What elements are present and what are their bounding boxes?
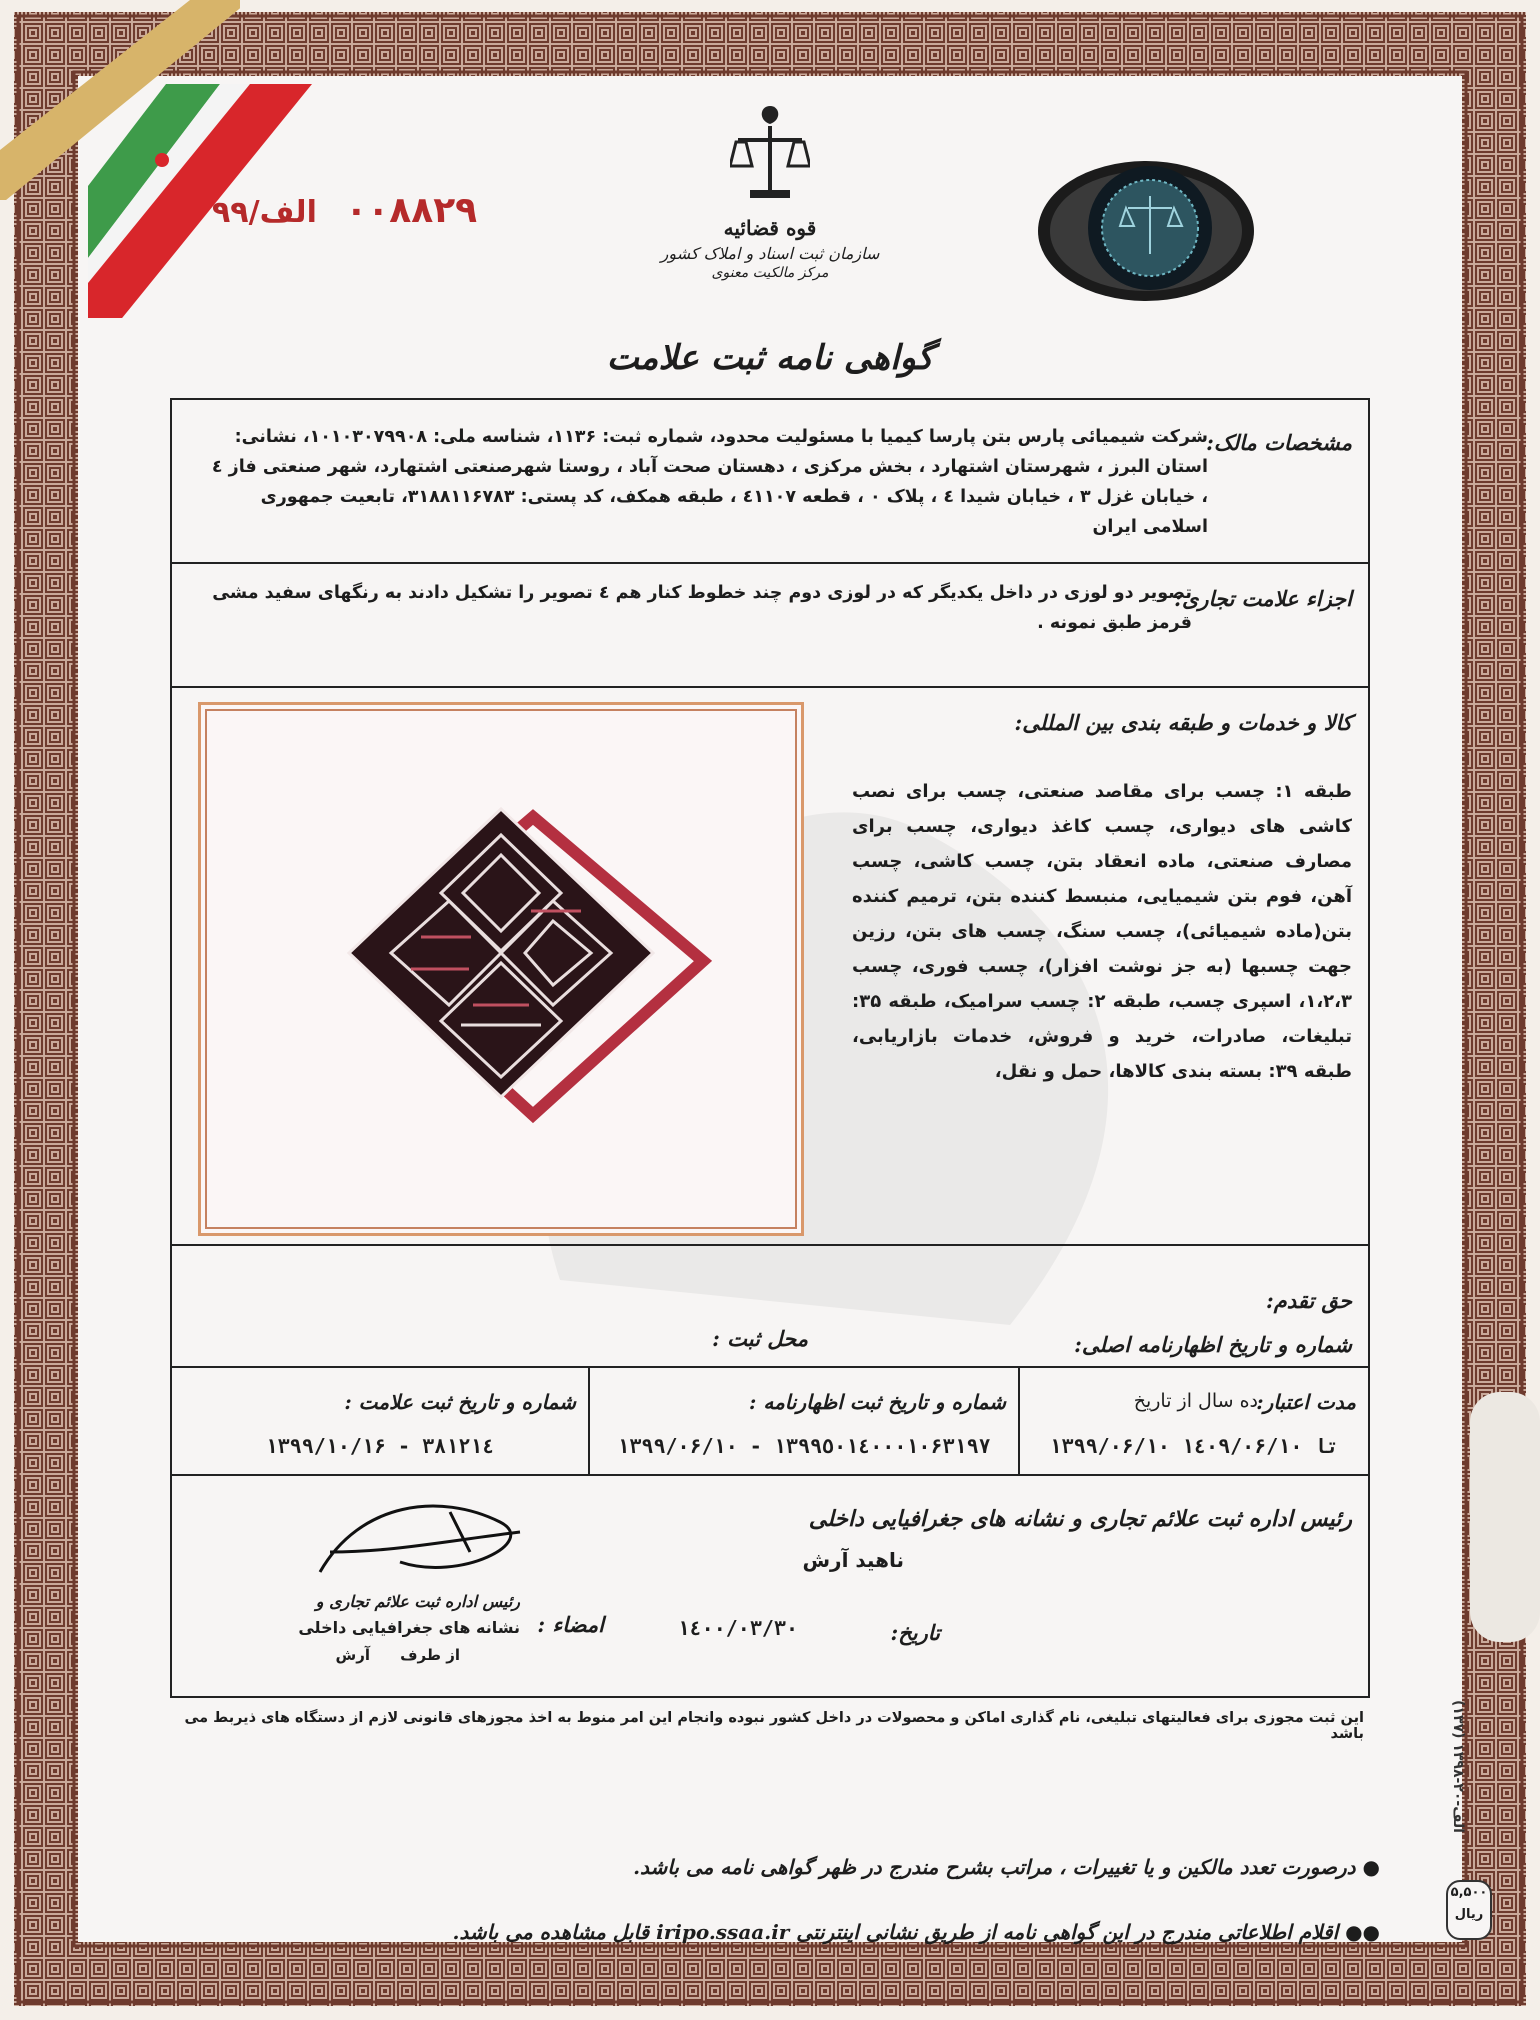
goods-section	[170, 686, 1370, 1246]
judiciary-emblem	[660, 98, 880, 281]
stamp-line-1: رئیس اداره ثبت علائم تجاری و	[315, 1592, 520, 1611]
declaration-value: ۱۳۹۹/۰۶/۱۰ - ۱۳۹۹٥۰۱٤۰۰۰۱۰۶۳۱۹۷	[617, 1434, 991, 1458]
place-of-registration-label: محل ثبت :	[712, 1326, 808, 1351]
registration-numbers-section	[170, 1366, 1370, 1476]
validity-label: مدت اعتبار:	[1256, 1390, 1356, 1414]
owner-value: شرکت شیمیائی پارس بتن پارسا کیمیا با مسئولیت محدود، شماره ثبت: ۱۱۳۶، شناسه ملی: ۱۰۱۰۳۰۷۹۹۰۸، نشانی: استان البرز ، شهرستان اشتهارد ، بخش مرکزی ، دهستان صحت آباد ، روستا شهرصنعتی اشتهارد، شهر صنعتی فاز ٤ ، خیابان غزل ۳ ، خیابان شیدا ٤ ، پلاک ۰ ، قطعه ٤۱۱۰۷ ، طبقه همکف، کد پستی: ۳۱۸۸۱۱۶۷۸۳، تابعیت جمهوری اسلامی ایران	[211, 427, 1208, 537]
price-unit: ریال	[1454, 1907, 1484, 1922]
date-label: تاریخ:	[890, 1620, 940, 1645]
emblem-line-1: قوه قضائیه	[723, 216, 817, 240]
priority-label: حق تقدم:	[1265, 1288, 1352, 1313]
registration-label: شماره و تاریخ ثبت علامت :	[344, 1390, 576, 1414]
validity-cell	[1018, 1368, 1368, 1476]
handwritten-signature	[300, 1492, 560, 1592]
registration-cell	[172, 1368, 588, 1476]
stamp-line-2: نشانه های جغرافیایی داخلی	[298, 1618, 520, 1637]
gold-ribbon	[0, 0, 240, 200]
emblem-line-2: سازمان ثبت اسناد و املاک کشور	[660, 244, 880, 263]
signature-label: امضاء :	[537, 1612, 604, 1637]
hologram-seal	[1036, 146, 1256, 316]
signature-stamp	[190, 1492, 520, 1692]
side-tab	[1470, 1392, 1540, 1642]
signatory-name: ناهید آرش	[802, 1548, 904, 1572]
scales-of-justice-icon	[730, 98, 810, 208]
document-title: گواهی نامه ثبت علامت	[606, 338, 934, 378]
declaration-label: شماره و تاریخ ثبت اظهارنامه :	[749, 1390, 1006, 1414]
emblem-line-3: مرکز مالکیت معنوی	[711, 265, 829, 281]
note-owners: ● درصورت تعدد مالکین و یا تغییرات ، مراتب بشرح مندرج در ظهر گواهی نامه می باشد.	[633, 1855, 1380, 1879]
serial-digits: ۰۰۸۸۲۹	[345, 190, 478, 231]
validity-value: ۱۳۹۹/۰۶/۱۰ تا ۱٤۰۹/۰۶/۱۰	[1049, 1434, 1339, 1458]
trademark-value: تصویر دو لوزی در داخل یکدیگر که در لوزی دوم چند خطوط کنار هم ٤ تصویر را تشکیل دادند به رنگهای سفید مشی قرمز طبق نمونه .	[212, 583, 1192, 633]
footnote: این ثبت مجوزی برای فعالیتهای تبلیغی، نام گذاری اماکن و محصولات در داخل کشور نبوده وانجام این امر منوط به اخذ مجوزهای قانونی لازم از دستگاه های ذیربط می باشد	[184, 1710, 1364, 1742]
signatory-section	[170, 1474, 1370, 1698]
goods-label: کالا و خدمات و طبقه بندی بین المللی:	[1014, 710, 1352, 735]
date-value: ۱٤۰۰/۰۳/۳۰	[677, 1616, 798, 1640]
priority-section	[170, 1244, 1370, 1368]
note-website: ●● اقلام اطلاعاتی مندرج در این گواهی نامه از طریق نشانی اینترنتی iripo.ssaa.ir قابل مشاهده می باشد.	[452, 1920, 1380, 1944]
trademark-logo	[201, 705, 801, 1233]
trademark-sample	[198, 702, 804, 1236]
serial-series: الف/۹۹	[212, 195, 317, 230]
price-badge	[1446, 1880, 1492, 1940]
serial-number	[212, 190, 477, 231]
owner-label: مشخصات مالک:	[1206, 430, 1352, 455]
signatory-title: رئیس اداره ثبت علائم تجاری و نشانه های جغرافیایی داخلی	[808, 1506, 1352, 1532]
goods-value: طبقه ۱: چسب برای مقاصد صنعتی، چسب برای نصب کاشی های دیواری، چسب کاغذ دیواری، چسب برای مصارف صنعتی، ماده انعقاد بتن، چسب کاشی، چسب آهن، فوم بتن شیمیایی، منبسط کننده بتن، ترمیم کننده بتن(ماده شیمیائی)، چسب سنگ، چسب های بتن، رزین جهت چسبها (به جز نوشت افزار)، چسب فوری، چسب ۱،۲،۳، اسپری چسب، طبقه ۲: چسب سرامیک، طبقه ۳۵: تبلیغات، صادرات، خرید و فروش، خدمات بازاریابی، طبقه ۳۹: بسته بندی کالاها، حمل و نقل،	[852, 781, 1352, 1082]
original-application-label: شماره و تاریخ اظهارنامه اصلی:	[1074, 1332, 1352, 1357]
stamp-line-4: آرش	[335, 1646, 370, 1664]
declaration-cell	[588, 1368, 1018, 1476]
trademark-label: اجزاء علامت تجاری:	[1174, 586, 1352, 611]
price-value: ۵,۵۰۰	[1450, 1885, 1488, 1900]
form-code: (۱۳۷) الف-۲۰-۱۳۹۸	[1450, 1700, 1466, 1833]
validity-sub: ده سال از تاریخ	[1133, 1390, 1258, 1412]
stamp-line-3: از طرف	[400, 1646, 460, 1664]
registration-value: ۱۳۹۹/۱۰/۱۶ - ۳۸۱۲۱٤	[265, 1434, 495, 1458]
owner-section	[170, 398, 1370, 564]
trademark-components-section	[170, 562, 1370, 688]
